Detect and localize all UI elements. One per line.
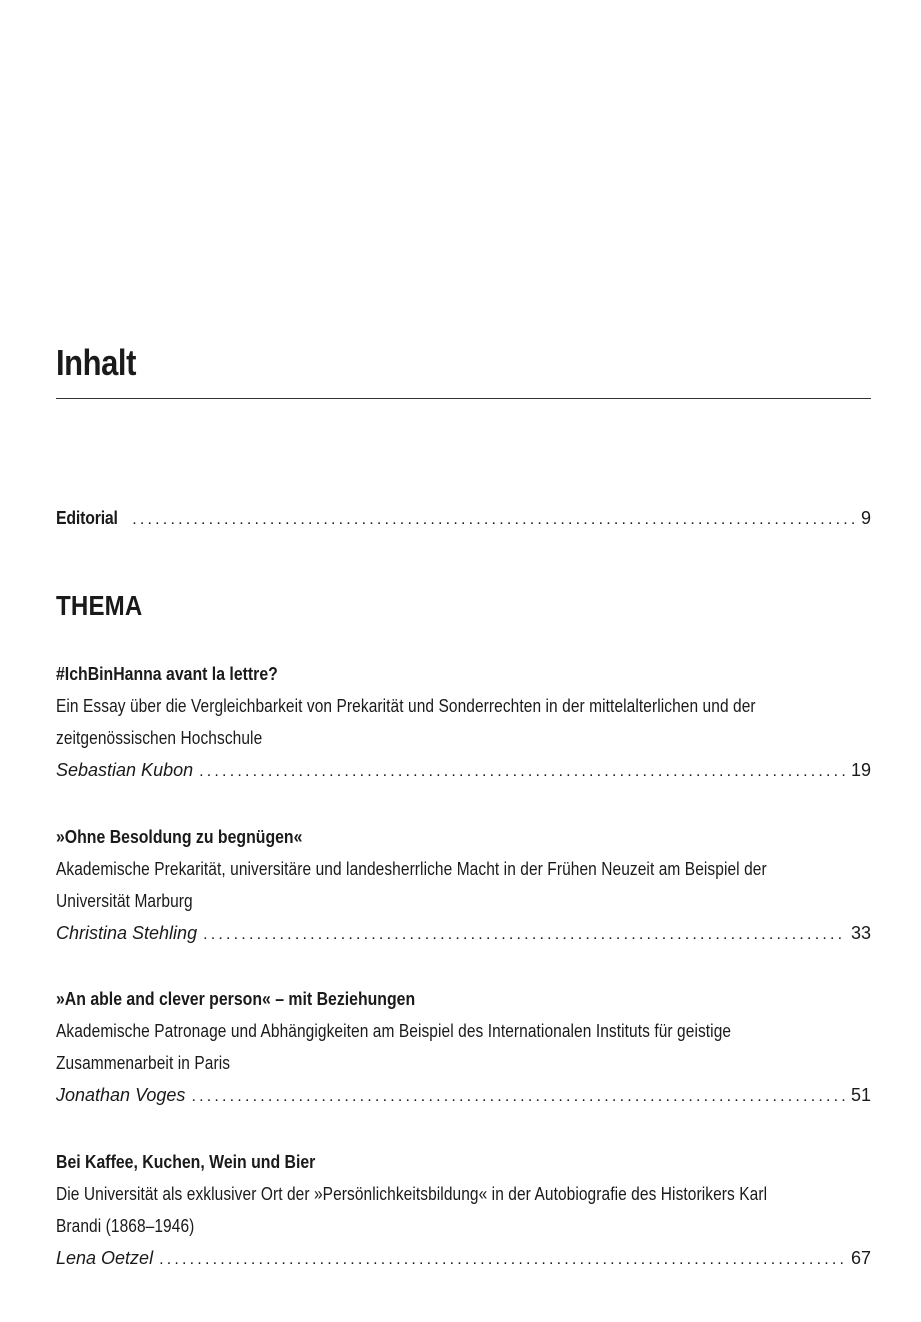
toc-article[interactable] bbox=[56, 983, 871, 1111]
article-author: Jonathan Voges bbox=[56, 1085, 186, 1105]
toc-article[interactable] bbox=[56, 658, 871, 786]
article-title: »Ohne Besoldung zu begnügen« bbox=[56, 827, 303, 847]
article-title: #IchBinHanna avant la lettre? bbox=[56, 664, 278, 684]
article-page-number: 51 bbox=[850, 1085, 871, 1105]
article-author: Lena Oetzel bbox=[56, 1248, 154, 1268]
article-subtitle: Die Universität als exklusiver Ort der »Persönlichkeitsbildung« in der Autobiografie des Historikers Karl Brandi (1868–1946) bbox=[56, 1184, 768, 1236]
dot-leader bbox=[191, 1081, 845, 1113]
section-heading: THEMA bbox=[56, 590, 143, 621]
dot-leader bbox=[159, 1244, 845, 1276]
article-page-number: 33 bbox=[850, 923, 871, 943]
dot-leader bbox=[132, 507, 855, 533]
article-subtitle: Akademische Patronage und Abhängigkeiten am Beispiel des Internationalen Instituts für geistige Zusammenarbeit in Paris bbox=[56, 1021, 732, 1073]
article-author-line bbox=[56, 1242, 871, 1274]
article-page-number: 67 bbox=[850, 1248, 871, 1268]
article-author-line bbox=[56, 754, 871, 786]
article-title: »An able and clever person« – mit Beziehungen bbox=[56, 989, 416, 1009]
toc-article[interactable] bbox=[56, 1146, 871, 1274]
dot-leader bbox=[203, 919, 845, 951]
article-page-number: 19 bbox=[850, 760, 871, 780]
article-subtitle: Akademische Prekarität, universitäre und landesherrliche Macht in der Frühen Neuzeit am Beispiel der Universität Marburg bbox=[56, 859, 767, 911]
page-title: Inhalt bbox=[56, 342, 136, 383]
article-author: Christina Stehling bbox=[56, 923, 198, 943]
article-author-line bbox=[56, 917, 871, 949]
toc-article[interactable] bbox=[56, 821, 871, 949]
dot-leader bbox=[199, 756, 845, 788]
article-subtitle: Ein Essay über die Vergleichbarkeit von Prekarität und Sonderrechten in der mittelalterlichen und der zeitgenössischen Hochschule bbox=[56, 696, 756, 748]
article-author: Sebastian Kubon bbox=[56, 760, 194, 780]
article-author-line bbox=[56, 1079, 871, 1111]
editorial-page-number: 9 bbox=[860, 508, 871, 528]
article-title: Bei Kaffee, Kuchen, Wein und Bier bbox=[56, 1152, 316, 1172]
toc-entry-editorial[interactable] bbox=[56, 505, 871, 531]
title-divider bbox=[56, 398, 871, 399]
editorial-label: Editorial bbox=[56, 508, 118, 528]
